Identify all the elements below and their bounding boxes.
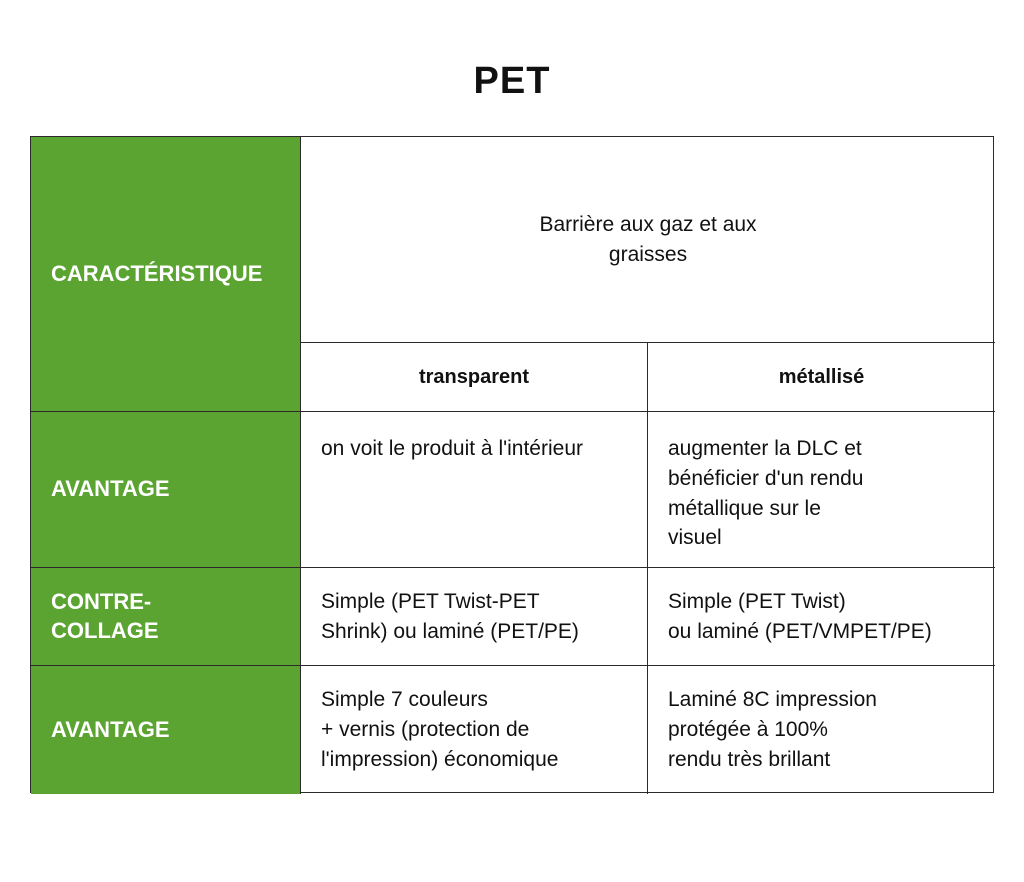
- cell-avantage-1-metallise: augmenter la DLC et bénéficier d'un rendu métallique sur le visuel: [648, 412, 995, 568]
- pet-comparison-table: [30, 136, 994, 793]
- cell-contre-collage-metallise: Simple (PET Twist) ou laminé (PET/VMPET/PE): [648, 568, 995, 666]
- row-label-caracteristique: CARACTÉRISTIQUE: [31, 137, 301, 412]
- page-title: PET: [473, 60, 551, 102]
- characteristic-value: [301, 137, 995, 343]
- cell-avantage-2-transparent: Simple 7 couleurs + vernis (protection de l'impression) économique: [301, 666, 648, 794]
- characteristic-text: Barrière aux gaz et aux graisses: [539, 213, 757, 266]
- row-label-avantage-1: AVANTAGE: [31, 412, 301, 568]
- cell-avantage-1-transparent: on voit le produit à l'intérieur: [301, 412, 648, 568]
- row-label-avantage-2: AVANTAGE: [31, 666, 301, 794]
- column-header-metallise: métallisé: [648, 343, 995, 412]
- row-label-contre-collage: CONTRE- COLLAGE: [31, 568, 301, 666]
- cell-avantage-2-metallise: Laminé 8C impression protégée à 100% rendu très brillant: [668, 688, 877, 771]
- column-header-transparent: transparent: [301, 343, 648, 412]
- cell-contre-collage-transparent: Simple (PET Twist-PET Shrink) ou laminé (PET/PE): [301, 568, 648, 666]
